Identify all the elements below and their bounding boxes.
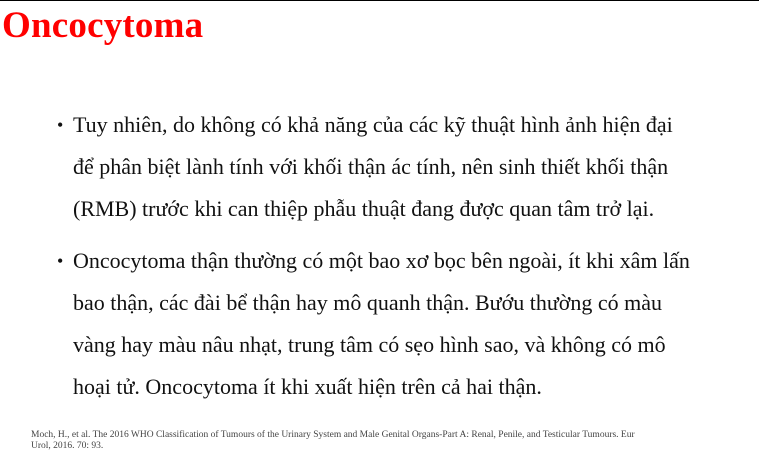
- bullet-item-1: [57, 104, 752, 230]
- reference-line-2: Urol, 2016. 70: 93.: [31, 441, 104, 451]
- bullet-2-line-1: Oncocytoma thận thường có một bao xơ bọc bên ngoài, ít khi xâm lấn: [73, 248, 690, 273]
- top-rule: [0, 0, 759, 1]
- bullet-dot-icon: •: [57, 251, 64, 271]
- reference-line-1: Moch, H., et al. The 2016 WHO Classification of Tumours of the Urinary System and Male Genital Organs-Part A: Renal, Penile, and Testicular Tumours. Eur: [31, 430, 635, 440]
- bullet-2-line-2: bao thận, các đài bể thận hay mô quanh thận. Bướu thường có màu: [73, 290, 663, 315]
- bullet-1-line-1: Tuy nhiên, do không có khả năng của các kỹ thuật hình ảnh hiện đại: [73, 112, 673, 137]
- slide-title: Oncocytoma: [2, 5, 204, 46]
- bullet-2-line-4: hoại tử. Oncocytoma ít khi xuất hiện trên cả hai thận.: [73, 374, 542, 399]
- reference-citation: [31, 430, 731, 452]
- bullet-dot-icon: •: [57, 115, 64, 135]
- bullet-1-line-3: (RMB) trước khi can thiệp phẫu thuật đang được quan tâm trở lại.: [73, 196, 655, 221]
- bullet-1-line-2: để phân biệt lành tính với khối thận ác tính, nên sinh thiết khối thận: [73, 154, 669, 179]
- bullet-item-2: [57, 240, 752, 408]
- bullet-2-line-3: vàng hay màu nâu nhạt, trung tâm có sẹo hình sao, và không có mô: [73, 332, 666, 357]
- bullet-list: [57, 104, 752, 408]
